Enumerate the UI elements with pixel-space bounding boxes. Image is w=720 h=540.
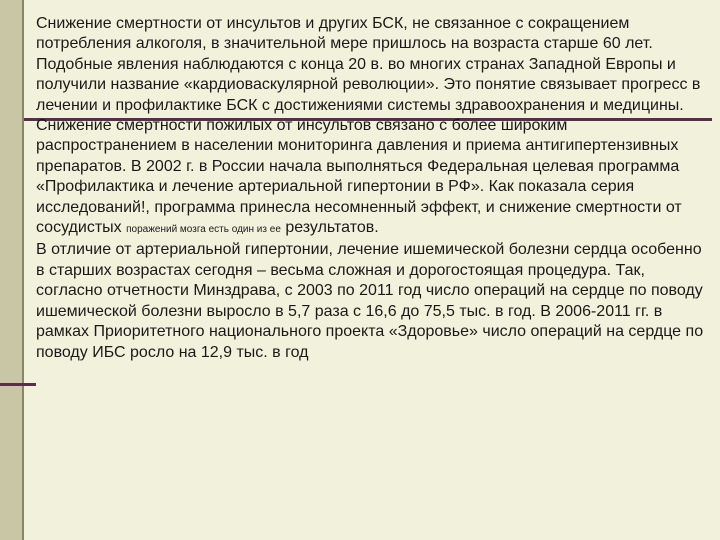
- paragraph-ischemic-heart-disease: В отличие от артериальной гипертонии, лечение ишемической болезни сердца особенно в старших возрастах сегодня – весьма сложная и дорогостоящая процедура. Так, согласно отчетности Минздрава, с 2003 по 2011 год число операций на сердце по поводу ишемической болезни выросло в 5,7 раза с 16,6 до 75,5 тыс. в год. В 2006-2011 гг. в рамках Приоритетного национального проекта «Здоровье» число операций на сердце по поводу ИБС росло на 12,9 тыс. в год: [36, 241, 704, 361]
- left-accent-rule: [0, 383, 36, 386]
- left-decorative-bar: [0, 0, 22, 540]
- small-inline-text: поражений мозга есть один из ее: [126, 224, 281, 236]
- left-vertical-rule: [22, 0, 24, 540]
- paragraph-cardiovascular-revolution: Снижение смертности от инсультов и других БСК, не связанное с сокращением потребления алкоголя, в значительной мере пришлось на возраста старше 60 лет. Подобные явления наблюдаются с конца 20 в. во многих странах Западной Европы и получили название «кардиоваскулярной революции». Это понятие связывает прогресс в лечении и профилактике БСК с достижениями системы здравоохранения и медицины.: [36, 15, 701, 114]
- slide-text: [36, 14, 708, 363]
- paragraph-hypertension-text: Снижение смертности пожилых от инсультов связано с более широким распространением в населении мониторинга давления и приема антигипертензивных препаратов. В 2002 г. в России начала выполняться Федеральная целевая программа «Профилактика и лечение артериальной гипертонии в РФ». Как показала серия исследований!, программа принесла несомненный эффект, и снижение смертности от сосудистых: [36, 117, 682, 237]
- paragraph-hypertension-tail: результатов.: [285, 219, 379, 237]
- paragraph-hypertension-program: [36, 116, 708, 240]
